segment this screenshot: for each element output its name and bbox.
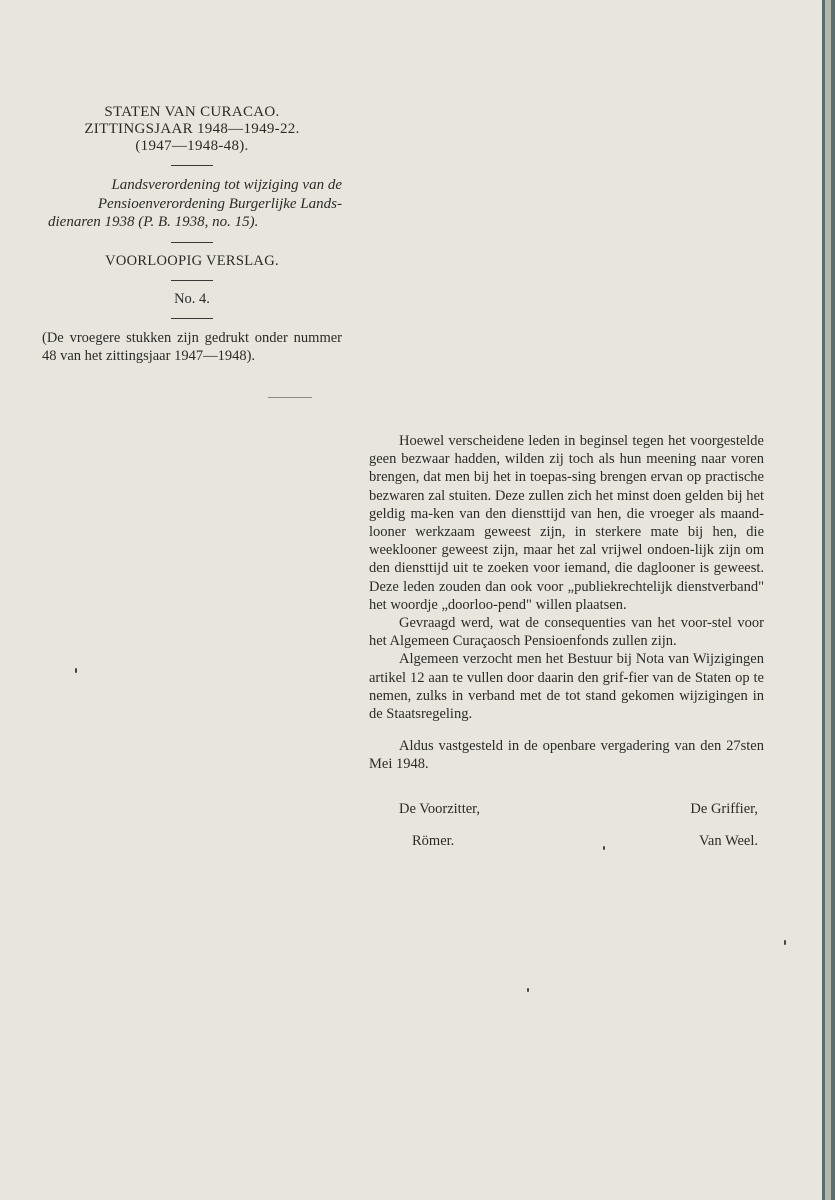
- header-title: STATEN VAN CURACAO.: [104, 104, 280, 120]
- divider-rule: [171, 242, 213, 243]
- faint-rule: [268, 397, 312, 398]
- clerk-name: Van Weel.: [699, 832, 758, 849]
- document-number: No. 4.: [174, 290, 210, 307]
- session-ref: (1947—1948-48).: [135, 138, 249, 154]
- subject-line-3: dienaren 1938 (P. B. 1938, no. 15).: [48, 214, 259, 230]
- scan-border-highlight: [825, 0, 831, 1200]
- paragraph-1: Hoewel verscheidene leden in beginsel tegen het voorgestelde geen bezwaar hadden, wilden zij toch als hun meening naar voren brengen, dat men bij het in toepas-sing brengen ervan op practische bezwaren zal stuiten. Deze zullen zich het minst doen gelden bij het geldig ma-ken van den diensttijd van hen, die vroeger als maand-looner werkzaam geweest zijn, in sterkere mate bij hen, die weeklooner geweest zijn, maar het zal vrijwel ondoen-lijk zijn om den diensttijd uit te zoeken voor iemand, die daglooner is geweest. Deze leden zouden dan ook voor „publiekrechtelijk dienstverband" het woordje „doorloo-pend" willen plaatsen.: [369, 433, 764, 613]
- paper-speck: [527, 988, 529, 992]
- subject-line-1: Landsverordening tot wijziging van de: [111, 177, 342, 193]
- paper-speck: [784, 940, 786, 945]
- paragraph-3: Algemeen verzocht men het Bestuur bij Nota van Wijzigingen artikel 12 aan te vullen door daarin den grif-fier van de Staten op te nemen, zulks in verband met de tot stand gekomen wijzigingen in de Staatsregeling.: [369, 651, 764, 723]
- header-block: [42, 104, 342, 366]
- divider-rule: [171, 280, 213, 281]
- signature-titles: [369, 800, 764, 820]
- subject-line-2: Pensioenverordening Burgerlijke Lands-: [97, 195, 342, 212]
- subject-title: [42, 176, 342, 232]
- paper-speck: [75, 668, 77, 673]
- divider-rule: [171, 165, 213, 166]
- paper-speck: [603, 846, 605, 850]
- reference-note: (De vroegere stukken zijn gedrukt onder nummer 48 van het zittingsjaar 1947—1948).: [42, 329, 342, 364]
- chairman-name: Römer.: [412, 832, 455, 849]
- chairman-title: De Voorzitter,: [399, 800, 481, 817]
- session-year: ZITTINGSJAAR 1948—1949-22.: [84, 121, 300, 137]
- report-body: [369, 432, 764, 852]
- adoption-statement: Aldus vastgesteld in de openbare vergadering van den 27sten Mei 1948.: [369, 738, 764, 773]
- divider-rule: [171, 318, 213, 319]
- paragraph-2: Gevraagd werd, wat de consequenties van het voor-stel voor het Algemeen Curaçaosch Pensioenfonds zullen zijn.: [369, 615, 764, 650]
- signature-names: [369, 832, 764, 852]
- clerk-title: De Griffier,: [690, 800, 758, 817]
- section-title: VOORLOOPIG VERSLAG.: [105, 252, 279, 269]
